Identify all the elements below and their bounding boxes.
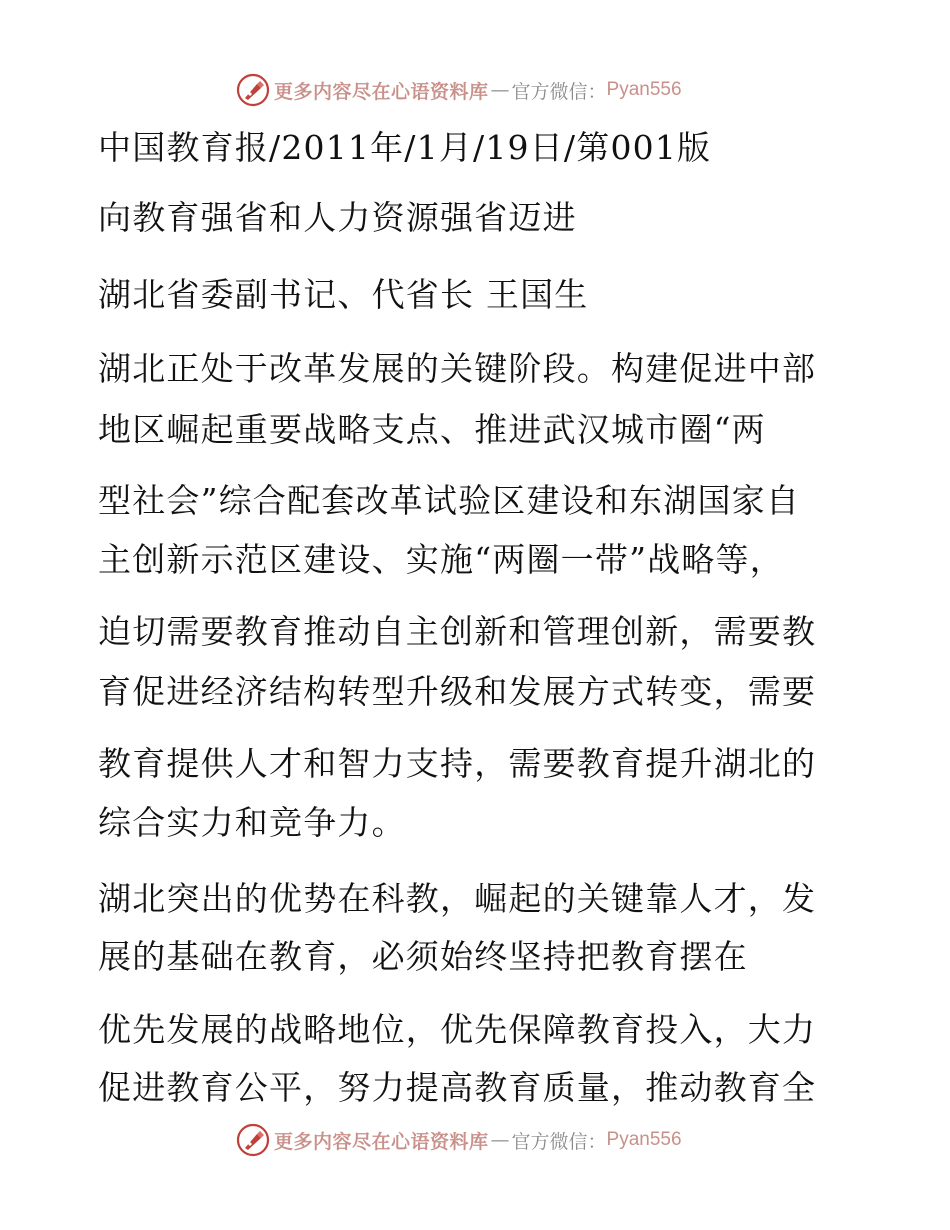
watermark-separator: — — [490, 79, 510, 101]
watermark-official-label: 官方微信： — [511, 1130, 607, 1153]
body-line: 迫切需要教育推动自主创新和管理创新，需要教 — [98, 612, 817, 651]
watermark-header — [236, 72, 682, 108]
pen-nib-logo-icon — [236, 1123, 270, 1157]
pen-nib-logo-icon — [236, 73, 270, 107]
body-line: 主创新示范区建设、实施“两圈一带”战略等， — [98, 540, 784, 579]
body-line: 湖北正处于改革发展的关键阶段。构建促进中部 — [98, 349, 817, 388]
body-line: 地区崛起重要战略支点、推进武汉城市圈“两 — [98, 410, 766, 449]
body-line: 育促进经济结构转型升级和发展方式转变，需要 — [98, 672, 817, 711]
body-line: 优先发展的战略地位，优先保障教育投入，大力 — [98, 1010, 817, 1049]
body-line: 教育提供人才和智力支持，需要教育提升湖北的 — [98, 744, 817, 783]
body-line: 综合实力和竞争力。 — [98, 803, 406, 842]
watermark-wechat-id: Pyan556 — [606, 79, 682, 100]
watermark-footer — [236, 1122, 682, 1158]
source-line: 中国教育报/2011年/1月/19日/第001版 — [98, 128, 712, 167]
body-line: 湖北突出的优势在科教，崛起的关键靠人才，发 — [98, 879, 817, 918]
watermark-text: 更多内容尽在心语资料库 — [274, 80, 489, 103]
watermark-wechat-id: Pyan556 — [606, 1129, 682, 1150]
author-line: 湖北省委副书记、代省长 王国生 — [98, 275, 589, 314]
watermark-official-label: 官方微信： — [511, 80, 607, 103]
watermark-separator: — — [490, 1129, 510, 1151]
body-line: 促进教育公平，努力提高教育质量，推动教育全 — [98, 1068, 817, 1107]
watermark-text: 更多内容尽在心语资料库 — [274, 1130, 489, 1153]
body-line: 展的基础在教育，必须始终坚持把教育摆在 — [98, 937, 748, 976]
article-title: 向教育强省和人力资源强省迈进 — [98, 198, 577, 237]
body-line: 型社会”综合配套改革试验区建设和东湖国家自 — [98, 481, 801, 520]
